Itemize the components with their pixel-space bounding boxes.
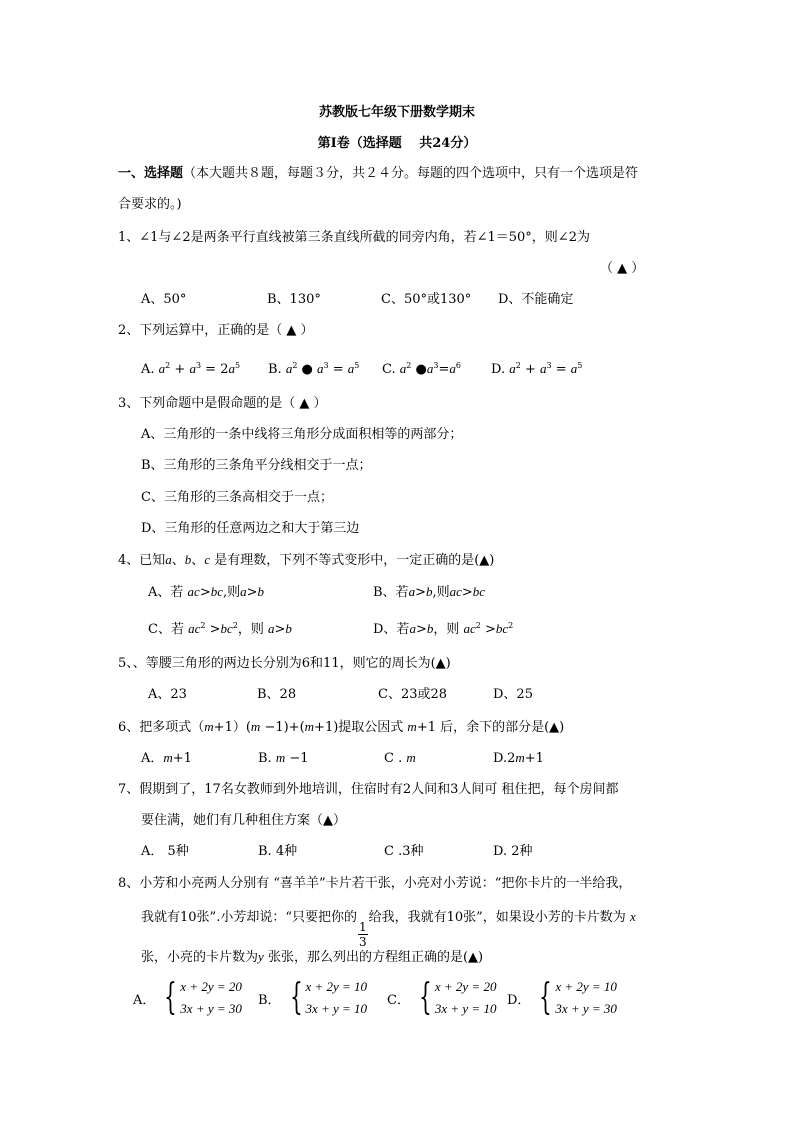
- q6-option-d: D.2m+1: [493, 750, 544, 766]
- q4-stem-pre: 4、已知: [118, 553, 166, 568]
- q4-option-d-label: D、若: [373, 622, 410, 637]
- q5-option-b: B、28: [257, 687, 297, 702]
- q6-option-c-label: C .: [384, 751, 403, 766]
- brace-icon: {: [164, 977, 178, 1018]
- q7-option-c: C .3种: [384, 844, 424, 859]
- equation-1: x + 2y = 10: [555, 979, 617, 994]
- q6-option-d-label: D.2: [493, 751, 516, 766]
- fraction-denominator: 3: [358, 935, 367, 949]
- q3-option-a: A、三角形的一条中线将三角形分成面积相等的两部分；: [141, 427, 463, 442]
- equation-1: x + 2y = 10: [305, 979, 368, 994]
- equation-2: 3x + y = 10: [434, 1001, 497, 1016]
- q2-option-c-label: C.: [382, 362, 396, 377]
- section-intro: [118, 167, 638, 180]
- equation-2: 3x + y = 30: [180, 1001, 242, 1016]
- q8-option-b-label: B．: [258, 992, 281, 1008]
- section-intro-line2: 合要求的。): [118, 197, 182, 212]
- q3-option-c: C、三角形的三条高相交于一点；: [141, 490, 333, 505]
- q7-option-d: D. 2种: [493, 844, 533, 859]
- section-intro-line1: （本大题共８题，每题３分，共２４分。每题的四个选项中，只有一个选项是符: [183, 166, 639, 181]
- equation-1: x + 2y = 20: [180, 979, 242, 994]
- q4-option-c-label: C、若: [148, 622, 184, 637]
- q3-option-d: D、三角形的任意两边之和大于第三边: [141, 521, 360, 536]
- q8-line3-pre: 张，小亮的卡片数为: [141, 950, 259, 965]
- q4-option-c: C、若 $ac^2 >bc^2$，则 a>b: [148, 621, 292, 637]
- q8-option-d-label: D．: [507, 992, 531, 1008]
- one-third-fraction: [358, 920, 368, 949]
- q8-line1: 8、小芳和小亮两人分别有 “喜羊羊”卡片若干张，小亮对小芳说：“把你卡片的一半给我，: [118, 876, 632, 891]
- equation-system: [555, 976, 617, 1020]
- brace-icon: {: [419, 977, 432, 1018]
- q5-stem: 5、、等腰三角形的两边长分别为6和11，则它的周长为(▲): [118, 656, 451, 671]
- q4-option-d: D、若a>b，则 $ac^2 >bc^2$: [373, 621, 514, 637]
- q7-option-a: A． 5种: [141, 844, 189, 859]
- q4-option-a-label: A、若: [148, 585, 184, 600]
- q3-stem: 3、下列命题中是假命题的是（ ▲ ）: [118, 396, 327, 411]
- paper-subtitle: 第Ⅰ卷（选择题 共24分）: [317, 136, 477, 151]
- q2-option-a: A. $a^2 + a^3 = 2a^5$: [141, 361, 241, 377]
- q7-option-b: B. 4种: [258, 844, 298, 859]
- q2-option-a-label: A.: [141, 362, 155, 377]
- section-heading: 一、选择题: [118, 166, 184, 181]
- q8-option-b: [258, 976, 367, 1020]
- q8-option-d: [507, 976, 617, 1020]
- q8-option-a-label: A．: [133, 992, 156, 1008]
- q5-option-a: A、23: [148, 687, 187, 702]
- q2-option-c: C. $a^2$ $●a^3=a^6$: [382, 361, 461, 377]
- q8-option-a: [133, 976, 242, 1020]
- q6-option-a-label: A．: [141, 751, 164, 766]
- q8-line2-post: 给我，我就有10张”，如果设小芳的卡片数为: [368, 910, 626, 925]
- q2-stem: 2、下列运算中，正确的是（ ▲ ）: [118, 323, 314, 338]
- q6-stem: 6、把多项式（m+1）(m −1)+(m+1)提取公因式 m+1 后，余下的部分是(▲): [118, 719, 565, 735]
- q8-line3-post: 张张，那么列出的方程组正确的是(▲): [267, 950, 484, 965]
- q6-stem-post: 后，余下的部分是(▲): [440, 720, 565, 735]
- q1-option-b: B、130°: [267, 292, 321, 307]
- page-title: 苏教版七年级下册数学期末: [318, 105, 475, 120]
- brace-icon: {: [289, 977, 303, 1018]
- q8-option-c: [387, 976, 496, 1020]
- q8-line3: 张，小亮的卡片数为y 张张，那么列出的方程组正确的是(▲): [141, 949, 484, 965]
- q2-option-b: B. $a^2$ ● $a^3 = a^5$: [268, 361, 360, 377]
- q7-line1: 7、假期到了，17名女教师到外地培训，住宿时有2人间和3人间可 租住把，每个房间都: [118, 782, 619, 797]
- q8-line2: 我就有10张”.小芳却说：“只要把你的 $\frac{1}{3}$ 给我，我就有10张”，如果设小芳的卡片数为 x: [141, 909, 636, 949]
- q6-option-c: C . m: [384, 750, 416, 766]
- q2-option-b-label: B.: [268, 362, 282, 377]
- q1-stem: 1、∠1与∠2是两条平行直线被第三条直线所截的同旁内角，若∠1＝50°，则∠2为: [118, 230, 590, 245]
- brace-icon: {: [539, 977, 553, 1018]
- equation-system: [180, 976, 242, 1020]
- q4-option-b-label: B、若: [373, 585, 409, 600]
- equation-system: [305, 976, 367, 1020]
- q5-option-c: C、23或28: [378, 687, 448, 702]
- q4-option-a: A、若 ac>bc,则a>b: [148, 584, 265, 600]
- q8-option-c-label: C．: [387, 992, 410, 1008]
- q4-option-b: B、若a>b,则ac>bc: [373, 584, 486, 600]
- q1-option-a: A、50°: [141, 292, 187, 307]
- q4-stem-post: 是有理数，下列不等式变形中，一定正确的是(▲): [214, 553, 495, 568]
- q2-option-d: D. $a^2 + a^3 = a^5$: [491, 361, 583, 377]
- q6-option-b-label: B.: [258, 751, 272, 766]
- equation-2: 3x + y = 10: [305, 1001, 368, 1016]
- q6-option-a: A．m+1: [141, 750, 192, 766]
- q2-option-d-label: D.: [491, 362, 506, 377]
- q6-stem-pre: 6、把多项式（: [118, 720, 205, 735]
- equation-1: x + 2y = 20: [434, 979, 497, 994]
- fraction-numerator: 1: [358, 920, 367, 934]
- q7-line2: 要住满，她们有几种租住方案（▲）: [141, 813, 346, 828]
- q4-stem: 4、已知a、b、c 是有理数，下列不等式变形中，一定正确的是(▲): [118, 552, 495, 568]
- q5-option-d: D、25: [493, 687, 533, 702]
- q1-answer-mark: （ ▲ ）: [600, 261, 645, 276]
- equation-system: [435, 976, 497, 1020]
- q1-option-d: D、不能确定: [498, 292, 574, 307]
- q8-line2-pre: 我就有10张”.小芳却说：“只要把你的: [141, 910, 357, 925]
- q6-option-b: B. m −1: [258, 750, 309, 766]
- equation-2: 3x + y = 30: [555, 1001, 617, 1016]
- q3-option-b: B、三角形的三条角平分线相交于一点；: [141, 458, 372, 473]
- q1-option-c: C、50°或130°: [381, 292, 472, 307]
